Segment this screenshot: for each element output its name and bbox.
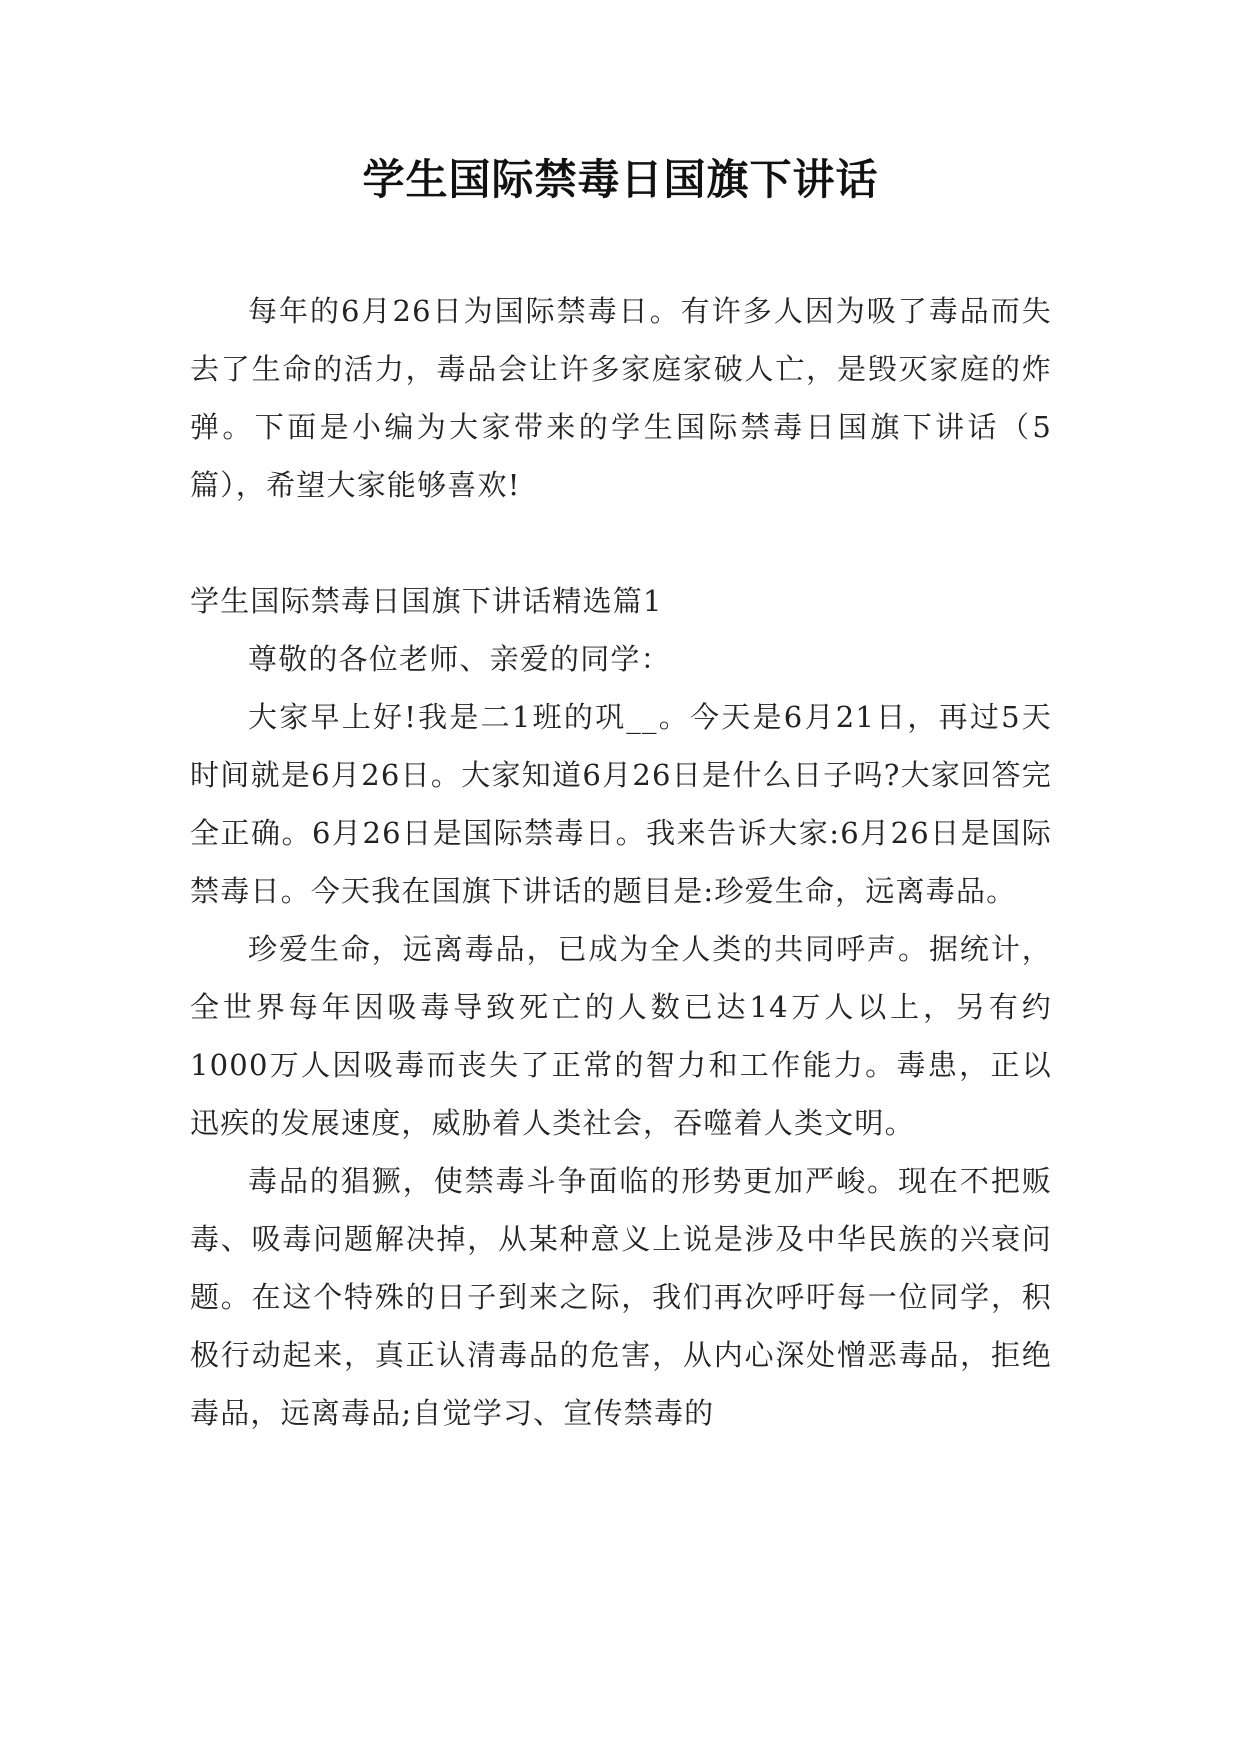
body-paragraph: 大家早上好!我是二1班的巩__。今天是6月21日，再过5天时间就是6月26日。大家知道6月26日是什么日子吗?大家回答完全正确。6月26日是国际禁毒日。我来告诉大家:6月26日是国际禁毒日。今天我在国旗下讲话的题目是:珍爱生命，远离毒品。: [190, 700, 1052, 908]
paragraph-gap: [190, 514, 1052, 572]
section-heading: 学生国际禁毒日国旗下讲话精选篇1: [190, 584, 663, 618]
salutation-paragraph: 尊敬的各位老师、亲爱的同学：: [248, 642, 671, 676]
intro-paragraph: 每年的6月26日为国际禁毒日。有许多人因为吸了毒品而失去了生命的活力，毒品会让许多家庭家破人亡，是毁灭家庭的炸弹。下面是小编为大家带来的学生国际禁毒日国旗下讲话（5篇），希望大家能够喜欢!: [190, 294, 1052, 502]
document-body: [190, 282, 1052, 1442]
body-paragraph: 毒品的猖獗，使禁毒斗争面临的形势更加严峻。现在不把贩毒、吸毒问题解决掉，从某种意义上说是涉及中华民族的兴衰问题。在这个特殊的日子到来之际，我们再次呼吁每一位同学，积极行动起来，真正认清毒品的危害，从内心深处憎恶毒品，拒绝毒品，远离毒品;自觉学习、宣传禁毒的: [190, 1164, 1052, 1430]
body-paragraph: 珍爱生命，远离毒品，已成为全人类的共同呼声。据统计，全世界每年因吸毒导致死亡的人数已达14万人以上，另有约1000万人因吸毒而丧失了正常的智力和工作能力。毒患，正以迅疾的发展速度，威胁着人类社会，吞噬着人类文明。: [190, 932, 1052, 1140]
document-title: 学生国际禁毒日国旗下讲话: [362, 155, 879, 204]
